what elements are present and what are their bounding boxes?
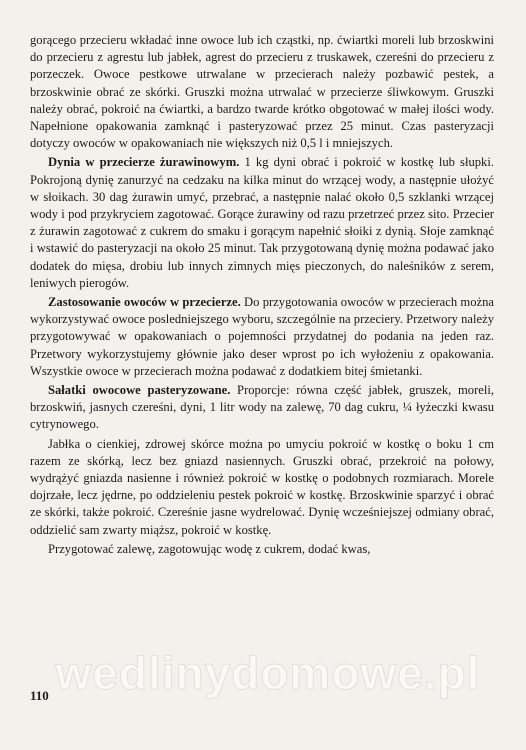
paragraph-text: gorącego przecieru wkładać inne owoce lub ich cząstki, np. ćwiartki moreli lub brzoskwini do przecieru z agrestu lub jabłek, agrest do przecieru z truskawek, czereśni do przecieru z porzeczek. Owoce pestkowe utrwalane w przecierach należy pozbawić pestek, a brzoskwinie obrać ze skórki. Gruszki można utrwalać w przecierze śliwkowym. Gruszki należy obrać, pokroić na ćwiartki, a bardzo twarde krótko obgotować w małej ilości wody. Napełnione opakowania zamknąć i pasteryzować przez 25 minut. Czas pasteryzacji dotyczy owoców w opakowaniach nie większych niż 0,5 l i mniejszych. bbox=[30, 33, 494, 151]
paragraph-zalewa bbox=[30, 541, 494, 558]
section-heading: Dynia w przecierze żurawinowym. bbox=[48, 155, 240, 170]
paragraph-continuation bbox=[30, 32, 494, 152]
section-heading: Zastosowanie owoców w przecierze. bbox=[48, 295, 241, 310]
paragraph-text: 1 kg dyni obrać i pokroić w kostkę lub słupki. Pokrojoną dynię zanurzyć na cedzaku na kilka minut do wrzącej wody, a następnie ułożyć w słoikach. 30 dag żurawin umyć, przebrać, a następnie nalać około 0,5 szklanki wrzącej wody i pod przykryciem zagotować. Gorące żurawiny od razu przetrzeć przez sito. Przecier z żurawin zagotować z cukrem do smaku i gorącym napełnić słoiki z dynią. Słoje zamknąć i wstawić do pasteryzacji na około 25 minut. Tak przygotowaną dynię można podawać jako dodatek do mięsa, drobiu lub innych zimnych mięs pieczonych, do naleśników z serem, leniwych pierogów. bbox=[30, 155, 494, 290]
paragraph-text: Przygotować zalewę, zagotowując wodę z cukrem, dodać kwas, bbox=[48, 541, 371, 556]
page-number: 110 bbox=[30, 688, 49, 703]
paragraph-salatki bbox=[30, 382, 494, 434]
paragraph-dynia bbox=[30, 154, 494, 292]
section-heading: Sałatki owocowe pasteryzowane. bbox=[48, 383, 231, 398]
paragraph-text: Jabłka o cienkiej, zdrowej skórce można po umyciu pokroić w kostkę o boku 1 cm razem ze skórką, lecz bez gniazd nasiennych. Gruszki obrać, przekroić na połowy, wydrążyć gniazda nasienne i również pokroić w kostkę o podobnych rozmiarach. Morele dojrzałe, lecz jędrne, po oddzieleniu pestek pokroić w kostkę. Brzoskwinie sparzyć i obrać ze skórki, także pokroić. Czereśnie jasne wydrelować. Dynię wcześniejszej odmiany obrać, oddzielić sam zwarty miąższ, pokroić w kostkę. bbox=[30, 436, 494, 537]
page-body bbox=[30, 32, 494, 558]
paragraph-zastosowanie bbox=[30, 294, 494, 380]
paragraph-text: Proporcje: równa część jabłek, gruszek, moreli, brzoskwiń, jasnych czereśni, dyni, 1 litr wody na zalewę, 70 dag cukru, ¼ łyżeczki kwasu cytrynowego. bbox=[30, 383, 495, 432]
paragraph-text: Do przygotowania owoców w przecierach można wykorzystywać owoce posledniejszego wyboru, szczególnie na przeciery. Przetwory należy przygotowywać w opakowaniach o pojemności przydatnej do podania na jeden raz. Przetwory wykorzystujemy głównie jako deser wprost po ich wyłożeniu z opakowania. Wszystkie owoce w przecierach można podawać z dodatkiem bitej śmietanki. bbox=[30, 295, 494, 378]
watermark: wedlinydomowe.pl bbox=[55, 647, 481, 699]
paragraph-jablka bbox=[30, 436, 494, 539]
